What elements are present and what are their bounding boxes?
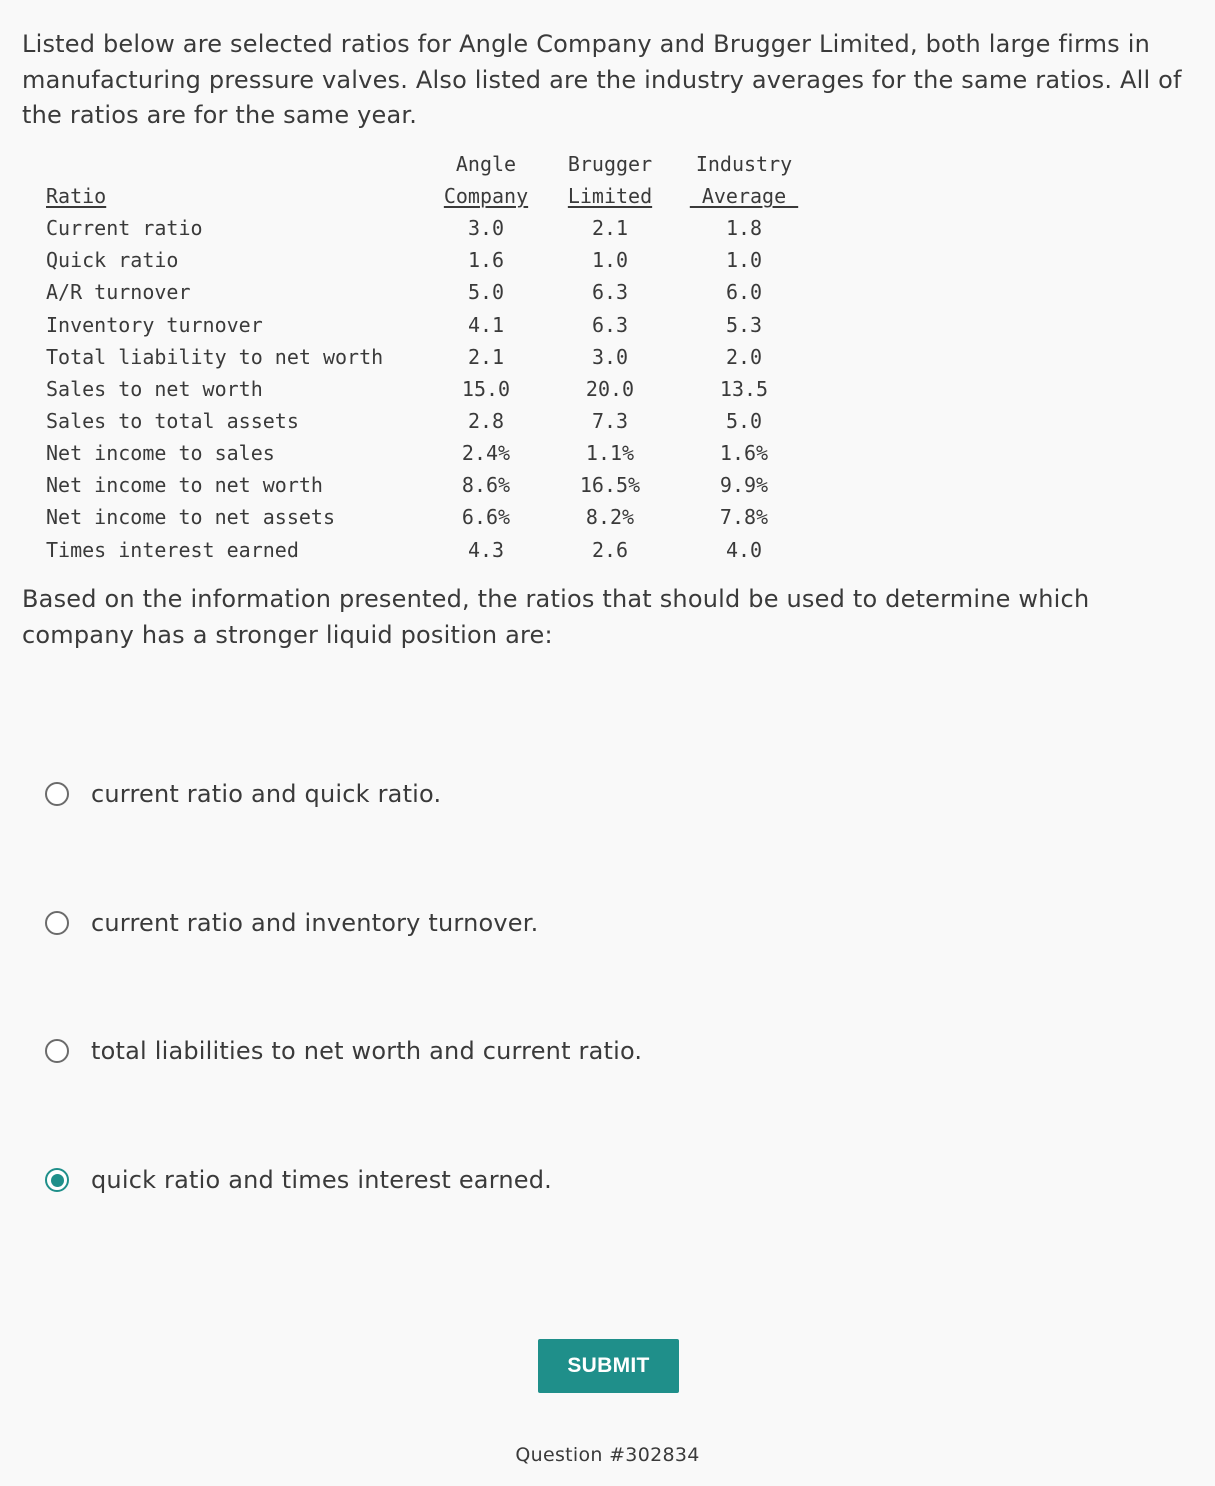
industry-value: 7.8% xyxy=(719,505,769,529)
industry-value: 4.0 xyxy=(725,538,763,562)
header-brugger-limited: Limited xyxy=(567,184,653,208)
table-row xyxy=(46,343,806,375)
industry-value: 6.0 xyxy=(725,280,763,304)
industry-value: 1.0 xyxy=(725,248,763,272)
brugger-value: 1.1% xyxy=(585,441,635,465)
ratio-name: Current ratio xyxy=(46,216,203,240)
industry-value: 1.8 xyxy=(725,216,763,240)
brugger-value: 7.3 xyxy=(591,409,629,433)
header-top-industry: Industry xyxy=(695,152,793,176)
brugger-value: 20.0 xyxy=(585,377,635,401)
angle-value: 8.6% xyxy=(461,473,511,497)
angle-value: 2.8 xyxy=(467,409,505,433)
answer-option-2[interactable] xyxy=(45,908,538,938)
radio-button-icon[interactable] xyxy=(45,1039,69,1063)
brugger-value: 6.3 xyxy=(591,313,629,337)
table-row xyxy=(46,375,806,407)
table-row xyxy=(46,439,806,471)
table-header-top-row xyxy=(46,150,806,182)
table-row xyxy=(46,503,806,535)
answer-option-label[interactable]: current ratio and quick ratio. xyxy=(91,780,442,808)
angle-value: 15.0 xyxy=(461,377,511,401)
question-id: Question #302834 xyxy=(515,1444,700,1466)
brugger-value: 2.1 xyxy=(591,216,629,240)
radio-button-selected-icon[interactable] xyxy=(45,1168,69,1192)
ratio-name: Inventory turnover xyxy=(46,313,263,337)
ratio-name: Net income to net worth xyxy=(46,473,323,497)
radio-button-icon[interactable] xyxy=(45,911,69,935)
angle-value: 4.1 xyxy=(467,313,505,337)
angle-value: 2.4% xyxy=(461,441,511,465)
question-text: Based on the information presented, the ratios that should be used to determine which company has a stronger liquid position are: xyxy=(22,585,1090,649)
brugger-value: 2.6 xyxy=(591,538,629,562)
answer-option-1[interactable] xyxy=(45,779,441,809)
table-row xyxy=(46,278,806,310)
angle-value: 6.6% xyxy=(461,505,511,529)
header-ratio: Ratio xyxy=(46,184,107,208)
brugger-value: 6.3 xyxy=(591,280,629,304)
industry-value: 2.0 xyxy=(725,345,763,369)
table-row xyxy=(46,311,806,343)
industry-value: 1.6% xyxy=(719,441,769,465)
table-row xyxy=(46,407,806,439)
table-row xyxy=(46,214,806,246)
table-row xyxy=(46,536,806,568)
brugger-value: 3.0 xyxy=(591,345,629,369)
ratio-name: Total liability to net worth xyxy=(46,345,384,369)
ratio-name: Quick ratio xyxy=(46,248,179,272)
answer-option-label[interactable]: quick ratio and times interest earned. xyxy=(91,1166,552,1194)
intro-text: Listed below are selected ratios for Angle Company and Brugger Limited, both large firms in manufacturing pressure valves. Also listed are the industry averages for the same ratios. All of the ratios are for the same year. xyxy=(22,30,1182,129)
table-row xyxy=(46,471,806,503)
submit-button[interactable]: SUBMIT xyxy=(538,1339,679,1393)
angle-value: 5.0 xyxy=(467,280,505,304)
ratio-name: Sales to net worth xyxy=(46,377,263,401)
ratio-name: Net income to sales xyxy=(46,441,275,465)
brugger-value: 16.5% xyxy=(579,473,641,497)
ratio-name: Times interest earned xyxy=(46,538,299,562)
ratio-name: Sales to total assets xyxy=(46,409,299,433)
header-top-brugger: Brugger xyxy=(567,152,653,176)
angle-value: 3.0 xyxy=(467,216,505,240)
header-top-angle: Angle xyxy=(455,152,517,176)
answer-option-4[interactable] xyxy=(45,1165,552,1195)
brugger-value: 8.2% xyxy=(585,505,635,529)
industry-value: 5.0 xyxy=(725,409,763,433)
answer-option-3[interactable] xyxy=(45,1036,642,1066)
ratio-name: A/R turnover xyxy=(46,280,191,304)
brugger-value: 1.0 xyxy=(591,248,629,272)
angle-value: 1.6 xyxy=(467,248,505,272)
answer-option-label[interactable]: total liabilities to net worth and current ratio. xyxy=(91,1037,643,1065)
industry-value: 5.3 xyxy=(725,313,763,337)
ratio-name: Net income to net assets xyxy=(46,505,335,529)
header-industry-average: Average xyxy=(689,184,799,208)
angle-value: 4.3 xyxy=(467,538,505,562)
industry-value: 9.9% xyxy=(719,473,769,497)
answer-option-label[interactable]: current ratio and inventory turnover. xyxy=(91,909,539,937)
table-row xyxy=(46,246,806,278)
header-angle-company: Company xyxy=(443,184,529,208)
table-header-bottom-row xyxy=(46,182,806,214)
angle-value: 2.1 xyxy=(467,345,505,369)
industry-value: 13.5 xyxy=(719,377,769,401)
radio-button-icon[interactable] xyxy=(45,782,69,806)
